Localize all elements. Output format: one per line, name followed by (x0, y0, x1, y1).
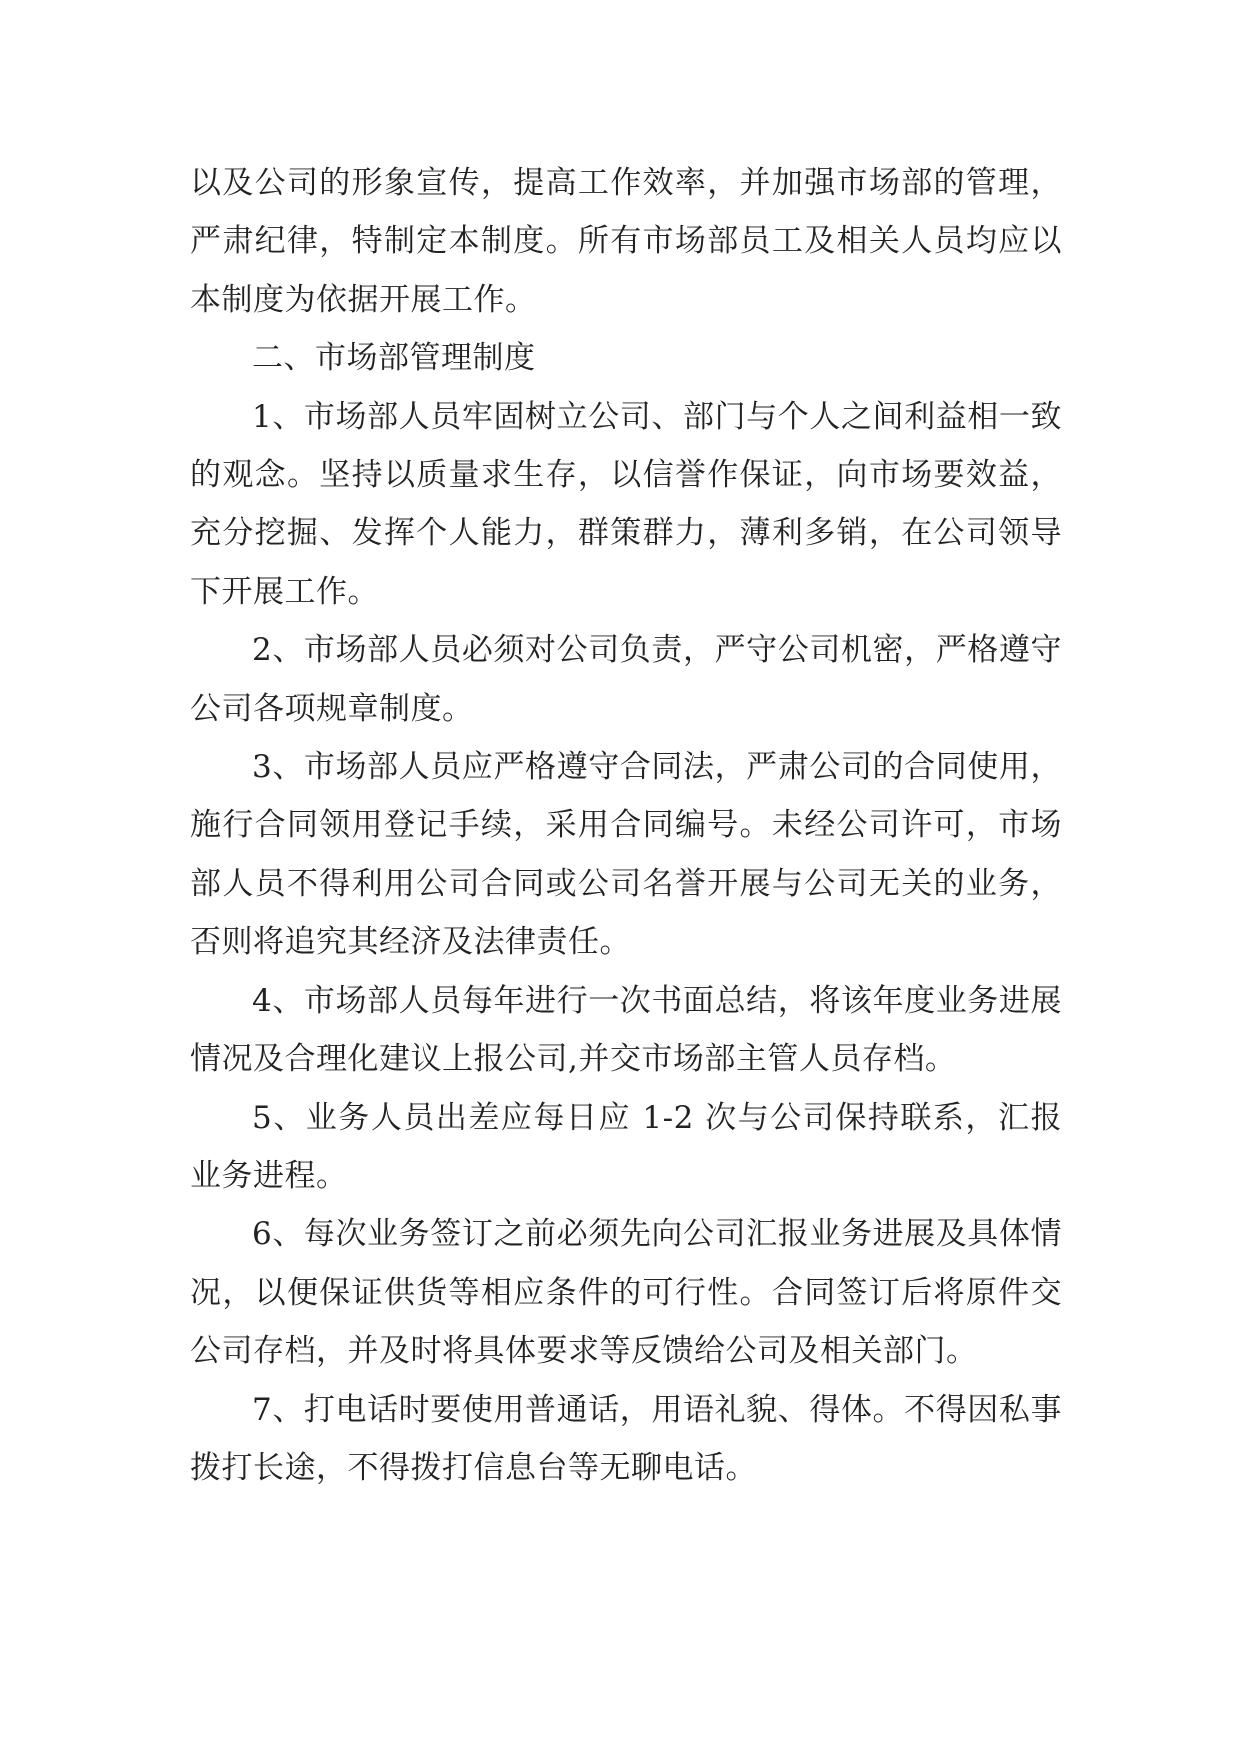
paragraph-rule-6: 6、每次业务签订之前必须先向公司汇报业务进展及具体情况，以便保证供货等相应条件的可行性。合同签订后将原件交公司存档，并及时将具体要求等反馈给公司及相关部门。 (190, 1216, 1062, 1370)
paragraph-rule-4: 4、市场部人员每年进行一次书面总结，将该年度业务进展情况及合理化建议上报公司,并交市场部主管人员存档。 (190, 982, 1062, 1078)
paragraph-rule-1: 1、市场部人员牢固树立公司、部门与个人之间利益相一致的观念。坚持以质量求生存，以信誉作保证，向市场要效益，充分挖掘、发挥个人能力，群策群力，薄利多销，在公司领导下开展工作。 (190, 398, 1062, 610)
section-heading-market-management: 二、市场部管理制度 (252, 340, 536, 377)
paragraph-intro-continued: 以及公司的形象宣传，提高工作效率，并加强市场部的管理，严肃纪律，特制定本制度。所有市场部员工及相关人员均应以本制度为依据开展工作。 (190, 165, 1062, 318)
paragraph-rule-3: 3、市场部人员应严格遵守合同法，严肃公司的合同使用，施行合同领用登记手续，采用合同编号。未经公司许可，市场部人员不得利用公司合同或公司名誉开展与公司无关的业务，否则将追究其经济及法律责任。 (190, 749, 1062, 961)
document-body (190, 154, 1062, 1497)
paragraph-rule-5: 5、业务人员出差应每日应 1-2 次与公司保持联系，汇报业务进程。 (190, 1099, 1062, 1194)
paragraph-rule-2: 2、市场部人员必须对公司负责，严守公司机密，严格遵守公司各项规章制度。 (190, 632, 1062, 727)
paragraph-rule-7: 7、打电话时要使用普通话，用语礼貌、得体。不得因私事拨打长途，不得拨打信息台等无聊电话。 (190, 1391, 1062, 1486)
